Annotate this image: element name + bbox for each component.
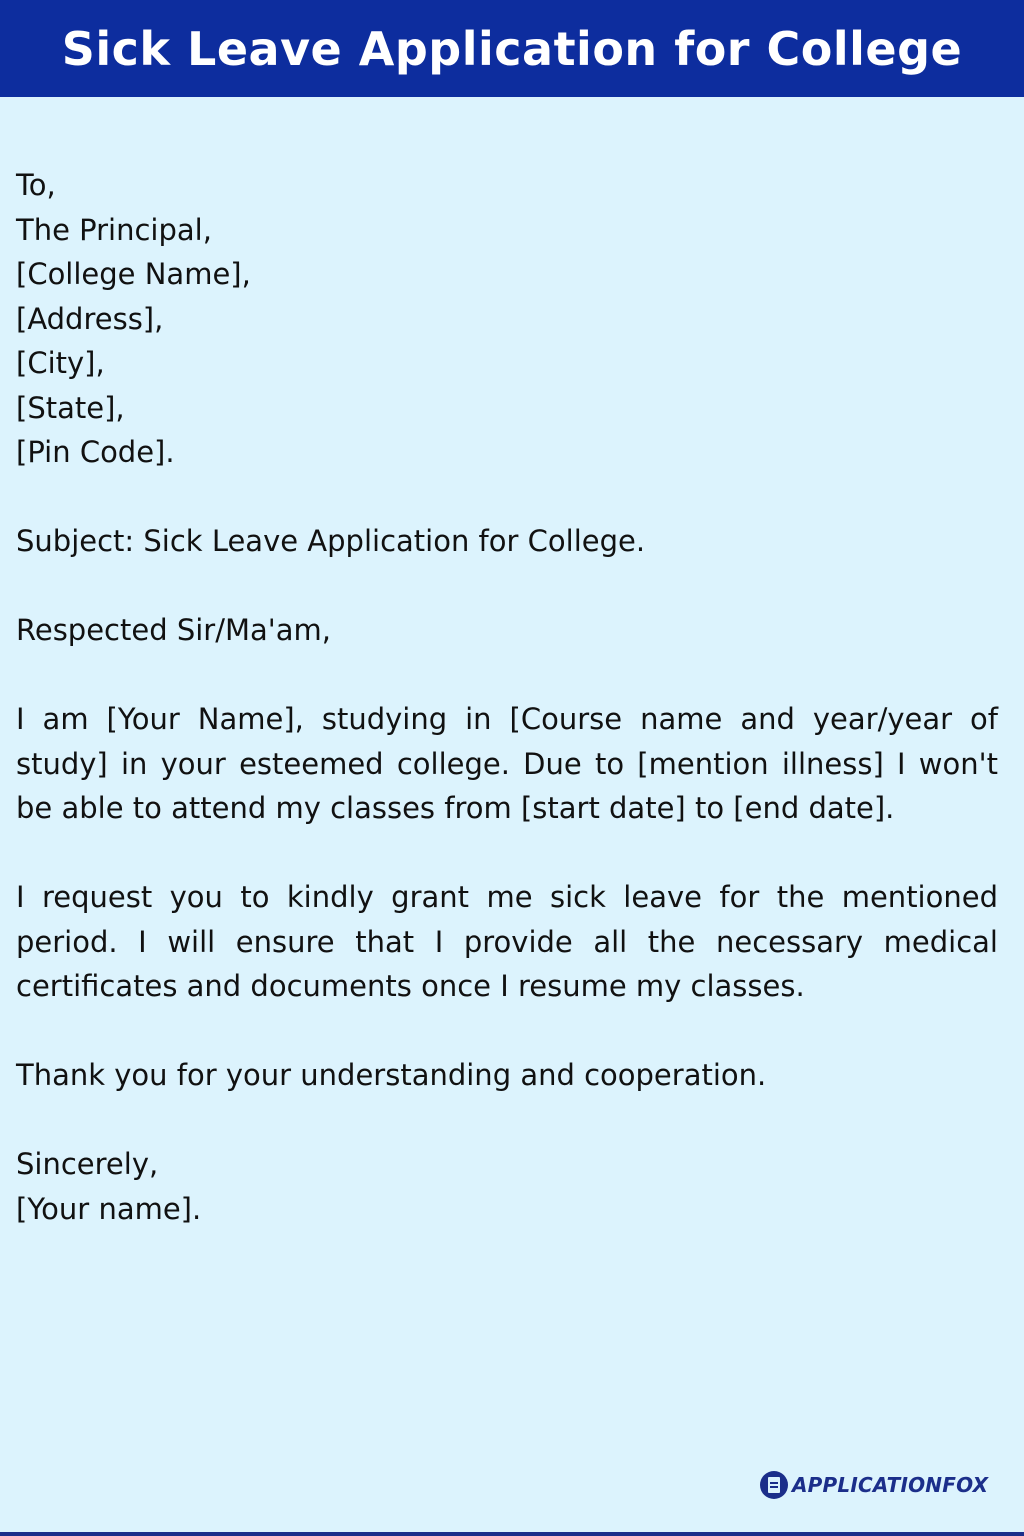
body-paragraph-1: I am [Your Name], studying in [Course name and year/year of study] in your esteemed college. Due to [mention illness] I won't be able to attend my classes from [start date] to [end date]. (16, 702, 998, 825)
closing-line: Sincerely, (16, 1147, 159, 1181)
address-line: [State], (16, 390, 125, 425)
subject-line: Subject: Sick Leave Application for College. (16, 524, 646, 558)
spacer (16, 564, 998, 609)
spacer (16, 653, 998, 698)
document-icon (760, 1471, 788, 1499)
address-line: [City], (16, 346, 105, 380)
page-header (0, 0, 1024, 97)
address-line: [College Name], (16, 257, 251, 291)
spacer (16, 1009, 998, 1054)
spacer (16, 1098, 998, 1143)
thanks-line: Thank you for your understanding and cooperation. (16, 1058, 767, 1092)
address-line: To, (16, 168, 56, 202)
address-line: The Principal, (16, 212, 212, 247)
address-line: [Address], (16, 301, 164, 336)
bottom-divider (0, 1532, 1024, 1536)
page-title: Sick Leave Application for College (61, 21, 963, 76)
signature-line: [Your name]. (16, 1191, 202, 1226)
body-paragraph-2: I request you to kindly grant me sick leave for the mentioned period. I will ensure that I provide all the necessary medical certificates and documents once I resume my classes. (16, 880, 998, 1003)
letter-body (16, 163, 998, 1231)
address-block (16, 163, 998, 475)
brand-name: APPLICATIONFOX (792, 1473, 989, 1497)
salutation: Respected Sir/Ma'am, (16, 613, 331, 647)
spacer (16, 475, 998, 520)
spacer (16, 831, 998, 876)
brand-logo[interactable] (760, 1470, 988, 1500)
address-line: [Pin Code]. (16, 435, 175, 469)
